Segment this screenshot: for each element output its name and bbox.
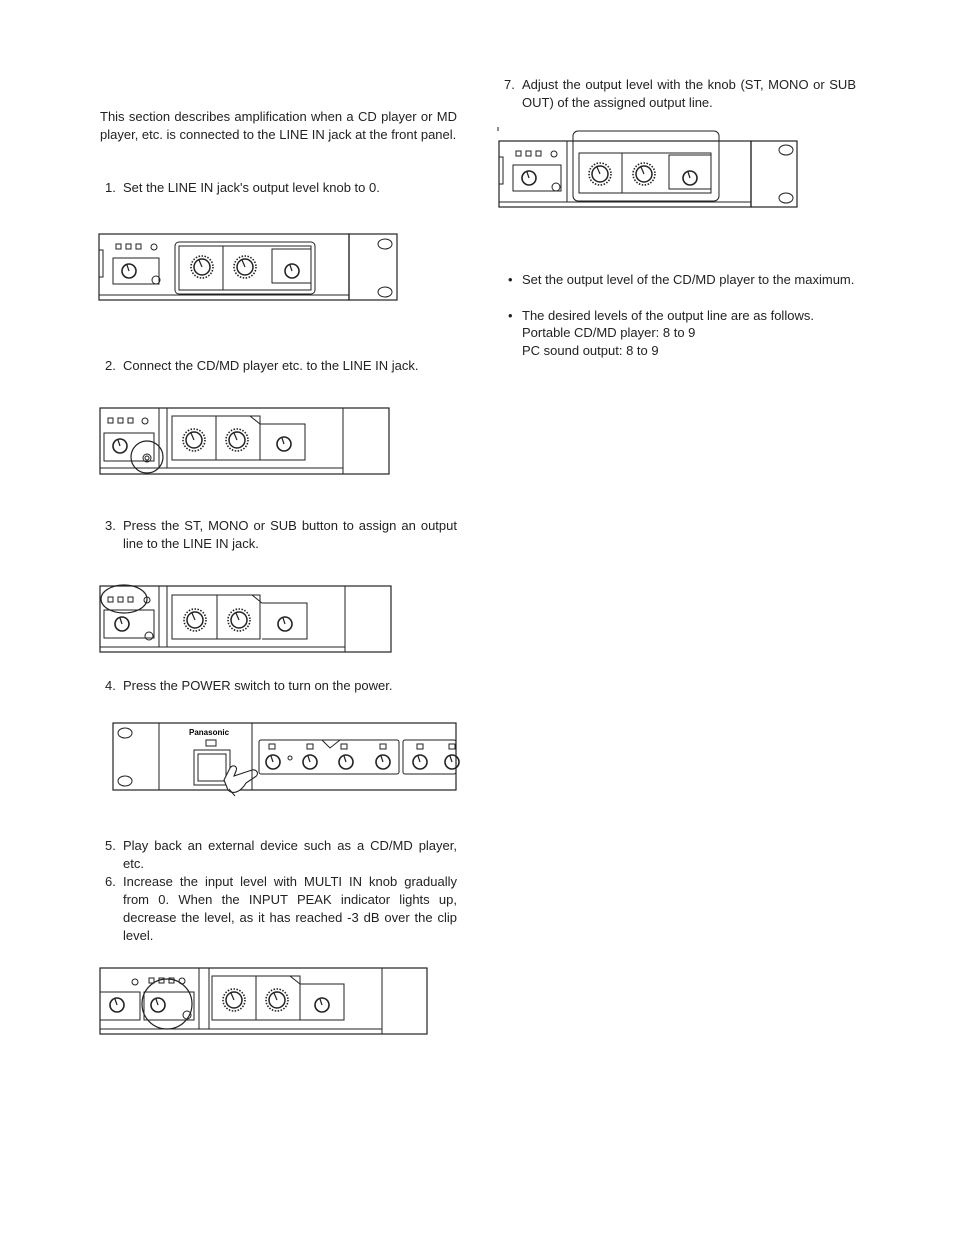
step-number: 3. (105, 518, 116, 533)
brand-logo: Panasonic (189, 728, 230, 737)
note-text: Set the output level of the CD/MD player to the maximum. (522, 272, 855, 287)
step-number: 5. (105, 838, 116, 853)
step-text: Adjust the output level with the knob (ST, MONO or SUB OUT) of the assigned output line. (522, 77, 856, 110)
figure-step3-panel (100, 582, 394, 662)
figure-step4-panel (112, 720, 456, 802)
step-number: 7. (504, 77, 515, 92)
note-text: The desired levels of the output line are as follows. (522, 308, 814, 323)
step-text: Increase the input level with MULTI IN knob gradually from 0. When the INPUT PEAK indicator lights up, decrease the level, as it has reached -3 dB over the clip level. (123, 874, 457, 943)
figure-step2-panel (100, 405, 392, 485)
step-number: 6. (105, 874, 116, 889)
intro-paragraph: This section describes amplification when a CD player or MD player, etc. is connected to the LINE IN jack at the front panel. (100, 109, 457, 142)
figure-step1-panel (99, 224, 399, 304)
bullet-icon: • (508, 272, 513, 287)
step-text: Connect the CD/MD player etc. to the LINE IN jack. (123, 358, 419, 373)
figure-step7-panel (497, 127, 799, 211)
figure-step6-panel (100, 962, 430, 1042)
step-number: 2. (105, 358, 116, 373)
step-text: Play back an external device such as a CD/MD player, etc. (123, 838, 457, 871)
note-2-line-2: PC sound output: 8 to 9 (522, 343, 659, 358)
step-text: Set the LINE IN jack's output level knob to 0. (123, 180, 380, 195)
step-text: Press the ST, MONO or SUB button to assign an output line to the LINE IN jack. (123, 518, 457, 551)
note-2-line-1: Portable CD/MD player: 8 to 9 (522, 325, 696, 340)
step-number: 1. (105, 180, 116, 195)
step-number: 4. (105, 678, 116, 693)
step-text: Press the POWER switch to turn on the power. (123, 678, 393, 693)
bullet-icon: • (508, 308, 513, 323)
